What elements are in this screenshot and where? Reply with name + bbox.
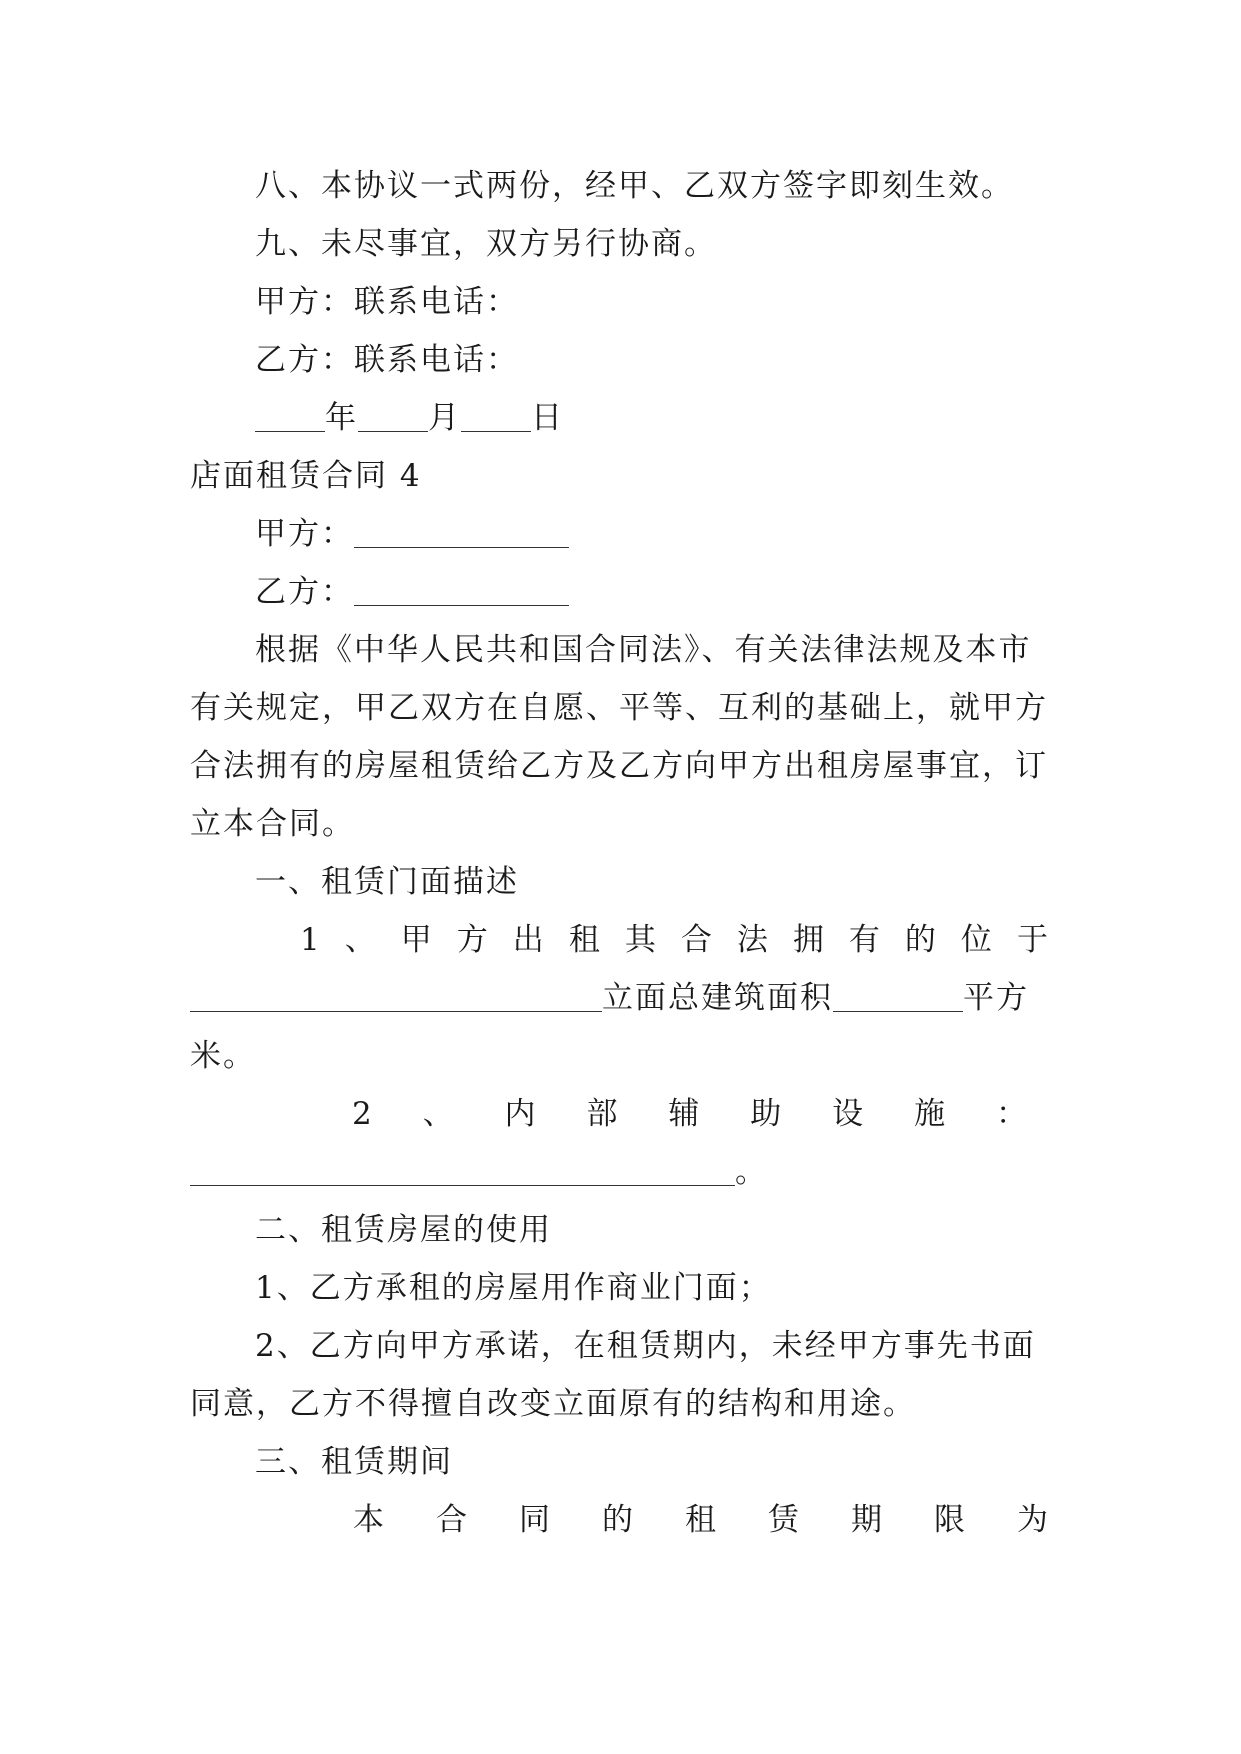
section-title: 店面租赁合同 4 [190,458,422,494]
char: 法 [736,922,768,958]
day-blank [461,401,531,432]
char: 施 [914,1096,946,1132]
char: 为 [1017,1502,1048,1538]
month-blank [358,401,428,432]
char: 的 [602,1502,633,1538]
day-label: 日 [531,400,564,436]
party-b-contact: 乙方：联系电话： [255,342,519,378]
item-2-1: 1、乙方承租的房屋用作商业门面； [255,1270,772,1306]
char: 部 [586,1096,618,1132]
preamble-line-3: 合法拥有的房屋租赁给乙方及乙方向甲方出租房屋事宜，订 [190,748,1048,784]
char: 方 [456,922,488,958]
clause-9: 九、未尽事宜，双方另行协商。 [255,226,717,262]
char: 期 [851,1502,882,1538]
item-1-1-line [300,920,1048,960]
char: 出 [512,922,544,958]
facilities-blank [190,1155,735,1186]
char: 其 [624,922,656,958]
char: 于 [1016,922,1048,958]
char: 有 [848,922,880,958]
item-1-1-end: 米。 [190,1038,256,1074]
char: 2 [352,1096,372,1132]
month-label: 月 [428,400,461,436]
area-blank [833,981,963,1012]
char: 内 [504,1096,536,1132]
party-b-line [255,572,1050,612]
item-1-2-line [352,1094,1027,1134]
preamble-line-4: 立本合同。 [190,806,355,842]
char: 、 [422,1096,454,1132]
char: 辅 [668,1096,700,1132]
char: 赁 [768,1502,799,1538]
location-blank [190,981,602,1012]
char: 助 [750,1096,782,1132]
heading-1: 一、租赁门面描述 [255,864,519,900]
char: 设 [832,1096,864,1132]
party-a-label: 甲方： [255,516,354,552]
char: 同 [519,1502,550,1538]
char: 的 [904,922,936,958]
char: 、 [344,922,376,958]
char: ： [995,1096,1027,1132]
char: 1 [300,922,320,958]
heading-2: 二、租赁房屋的使用 [255,1212,552,1248]
preamble-line-1: 根据《中华人民共和国合同法》、有关法律法规及本市 [255,632,1032,668]
preamble-line-2: 有关规定，甲乙双方在自愿、平等、互利的基础上，就甲方 [190,690,1048,726]
term-line [353,1500,1048,1540]
char: 位 [960,922,992,958]
facilities-end: 。 [735,1154,768,1190]
year-blank [255,401,325,432]
item-2-2-line-1: 2、乙方向甲方承诺，在租赁期内，未经甲方事先书面 [255,1328,1036,1364]
item-2-2-line-2: 同意，乙方不得擅自改变立面原有的结构和用途。 [190,1386,916,1422]
area-label: 立面总建筑面积 [602,980,833,1016]
area-unit: 平方 [963,980,1029,1016]
item-1-2-continued [190,1152,1050,1192]
clause-8: 八、本协议一式两份，经甲、乙双方签字即刻生效。 [255,168,1014,204]
char: 合 [680,922,712,958]
heading-3: 三、租赁期间 [255,1444,453,1480]
party-a-blank [354,517,569,548]
item-1-1-continued [190,978,1050,1018]
year-label: 年 [325,400,358,436]
char: 甲 [400,922,432,958]
char: 拥 [792,922,824,958]
char: 租 [568,922,600,958]
date-line [255,398,1050,438]
party-b-blank [354,575,569,606]
party-a-line [255,514,1050,554]
char: 本 [353,1502,384,1538]
party-a-contact: 甲方：联系电话： [255,284,519,320]
char: 合 [436,1502,467,1538]
char: 限 [934,1502,965,1538]
char: 租 [685,1502,716,1538]
party-b-label: 乙方： [255,574,354,610]
